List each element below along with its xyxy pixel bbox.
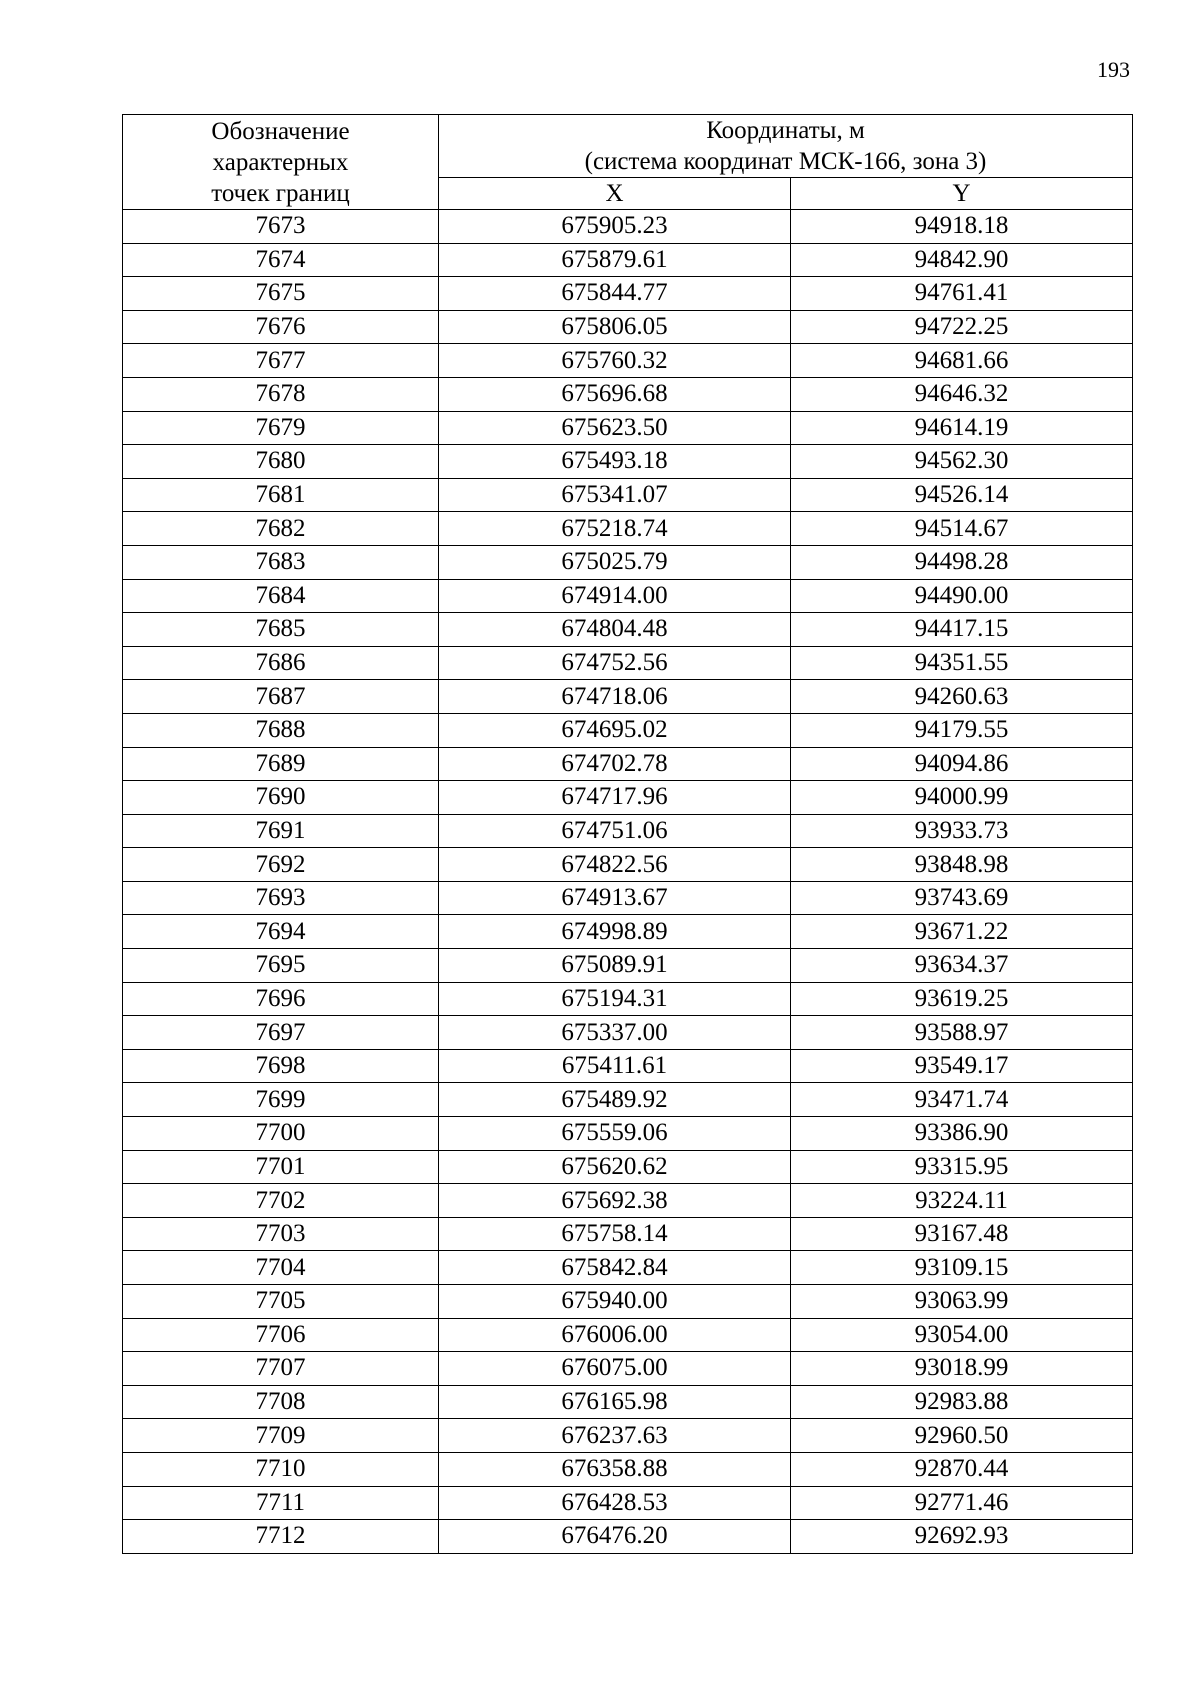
y-coordinate-cell: 93671.22 xyxy=(791,915,1133,949)
y-coordinate-cell: 94514.67 xyxy=(791,512,1133,546)
x-coordinate-cell: 674717.96 xyxy=(439,781,791,815)
x-coordinate-cell: 676006.00 xyxy=(439,1318,791,1352)
point-cell: 7680 xyxy=(123,445,439,479)
y-coordinate-cell: 94681.66 xyxy=(791,344,1133,378)
table-row xyxy=(123,1352,1133,1386)
table-row xyxy=(123,949,1133,983)
x-coordinate-cell: 674695.02 xyxy=(439,713,791,747)
x-coordinate-cell: 675696.68 xyxy=(439,377,791,411)
point-cell: 7674 xyxy=(123,243,439,277)
table-row xyxy=(123,781,1133,815)
x-coordinate-cell: 675218.74 xyxy=(439,512,791,546)
x-coordinate-cell: 675844.77 xyxy=(439,277,791,311)
table-row xyxy=(123,915,1133,949)
table-row xyxy=(123,1217,1133,1251)
table-row xyxy=(123,646,1133,680)
y-coordinate-cell: 92870.44 xyxy=(791,1452,1133,1486)
coords-header-line-1: Координаты, м xyxy=(706,117,865,144)
y-coordinate-cell: 94094.86 xyxy=(791,747,1133,781)
x-coordinate-cell: 676358.88 xyxy=(439,1452,791,1486)
x-coordinate-cell: 676237.63 xyxy=(439,1419,791,1453)
x-coordinate-cell: 674752.56 xyxy=(439,646,791,680)
x-coordinate-cell: 675620.62 xyxy=(439,1150,791,1184)
point-cell: 7711 xyxy=(123,1486,439,1520)
point-cell: 7677 xyxy=(123,344,439,378)
x-coordinate-cell: 674751.06 xyxy=(439,814,791,848)
point-cell: 7689 xyxy=(123,747,439,781)
y-column-header: Y xyxy=(791,178,1133,210)
point-cell: 7712 xyxy=(123,1520,439,1554)
table-row xyxy=(123,545,1133,579)
table-row xyxy=(123,680,1133,714)
point-cell: 7696 xyxy=(123,982,439,1016)
y-coordinate-cell: 93109.15 xyxy=(791,1251,1133,1285)
table-row xyxy=(123,1385,1133,1419)
x-coordinate-cell: 675842.84 xyxy=(439,1251,791,1285)
y-coordinate-cell: 93634.37 xyxy=(791,949,1133,983)
y-coordinate-cell: 93848.98 xyxy=(791,848,1133,882)
y-coordinate-cell: 92983.88 xyxy=(791,1385,1133,1419)
y-coordinate-cell: 94498.28 xyxy=(791,545,1133,579)
x-coordinate-cell: 674822.56 xyxy=(439,848,791,882)
y-coordinate-cell: 94646.32 xyxy=(791,377,1133,411)
point-cell: 7688 xyxy=(123,713,439,747)
x-coordinate-cell: 674914.00 xyxy=(439,579,791,613)
y-coordinate-cell: 93054.00 xyxy=(791,1318,1133,1352)
y-coordinate-cell: 94614.19 xyxy=(791,411,1133,445)
x-coordinate-cell: 674998.89 xyxy=(439,915,791,949)
x-coordinate-cell: 676075.00 xyxy=(439,1352,791,1386)
point-cell: 7683 xyxy=(123,545,439,579)
point-cell: 7706 xyxy=(123,1318,439,1352)
y-coordinate-cell: 94179.55 xyxy=(791,713,1133,747)
point-cell: 7691 xyxy=(123,814,439,848)
table-row xyxy=(123,1117,1133,1151)
table-row xyxy=(123,411,1133,445)
y-coordinate-cell: 94490.00 xyxy=(791,579,1133,613)
point-cell: 7708 xyxy=(123,1385,439,1419)
table-row xyxy=(123,1520,1133,1554)
x-coordinate-cell: 675194.31 xyxy=(439,982,791,1016)
x-coordinate-cell: 675493.18 xyxy=(439,445,791,479)
table-row xyxy=(123,1150,1133,1184)
y-coordinate-cell: 94761.41 xyxy=(791,277,1133,311)
point-cell: 7701 xyxy=(123,1150,439,1184)
y-coordinate-cell: 93167.48 xyxy=(791,1217,1133,1251)
x-coordinate-cell: 674804.48 xyxy=(439,613,791,647)
point-cell: 7695 xyxy=(123,949,439,983)
point-cell: 7694 xyxy=(123,915,439,949)
y-coordinate-cell: 93224.11 xyxy=(791,1184,1133,1218)
point-cell: 7675 xyxy=(123,277,439,311)
x-coordinate-cell: 675879.61 xyxy=(439,243,791,277)
point-designation-header xyxy=(123,115,439,210)
table-row xyxy=(123,1184,1133,1218)
x-coordinate-cell: 675692.38 xyxy=(439,1184,791,1218)
x-coordinate-cell: 675341.07 xyxy=(439,478,791,512)
y-coordinate-cell: 93549.17 xyxy=(791,1049,1133,1083)
y-coordinate-cell: 93315.95 xyxy=(791,1150,1133,1184)
x-coordinate-cell: 676165.98 xyxy=(439,1385,791,1419)
point-header-line-1: Обозначение xyxy=(211,117,350,145)
coords-header-line-2: (система координат МСК-166, зона 3) xyxy=(584,148,987,175)
table-row xyxy=(123,613,1133,647)
y-coordinate-cell: 93063.99 xyxy=(791,1285,1133,1319)
table-row xyxy=(123,848,1133,882)
point-cell: 7690 xyxy=(123,781,439,815)
x-coordinate-cell: 675089.91 xyxy=(439,949,791,983)
x-coordinate-cell: 675411.61 xyxy=(439,1049,791,1083)
y-coordinate-cell: 94562.30 xyxy=(791,445,1133,479)
coordinates-header xyxy=(439,115,1133,178)
x-coordinate-cell: 675337.00 xyxy=(439,1016,791,1050)
y-coordinate-cell: 94351.55 xyxy=(791,646,1133,680)
point-cell: 7700 xyxy=(123,1117,439,1151)
table-row xyxy=(123,1452,1133,1486)
y-coordinate-cell: 94260.63 xyxy=(791,680,1133,714)
point-cell: 7682 xyxy=(123,512,439,546)
y-coordinate-cell: 94000.99 xyxy=(791,781,1133,815)
point-cell: 7686 xyxy=(123,646,439,680)
page-number: 193 xyxy=(1097,57,1130,82)
table-row xyxy=(123,377,1133,411)
point-cell: 7698 xyxy=(123,1049,439,1083)
point-cell: 7684 xyxy=(123,579,439,613)
y-coordinate-cell: 94722.25 xyxy=(791,310,1133,344)
point-cell: 7703 xyxy=(123,1217,439,1251)
y-coordinate-cell: 93619.25 xyxy=(791,982,1133,1016)
point-header-line-3: точек границ xyxy=(211,179,350,207)
point-cell: 7705 xyxy=(123,1285,439,1319)
y-coordinate-cell: 93588.97 xyxy=(791,1016,1133,1050)
point-cell: 7687 xyxy=(123,680,439,714)
table-row xyxy=(123,1049,1133,1083)
table-row xyxy=(123,1251,1133,1285)
table-header xyxy=(123,115,1133,210)
x-coordinate-cell: 675025.79 xyxy=(439,545,791,579)
table-row xyxy=(123,982,1133,1016)
table-row xyxy=(123,243,1133,277)
table-row xyxy=(123,881,1133,915)
y-coordinate-cell: 92771.46 xyxy=(791,1486,1133,1520)
table-row xyxy=(123,1285,1133,1319)
point-cell: 7681 xyxy=(123,478,439,512)
table-row xyxy=(123,512,1133,546)
x-coordinate-cell: 675940.00 xyxy=(439,1285,791,1319)
point-cell: 7707 xyxy=(123,1352,439,1386)
table-row xyxy=(123,478,1133,512)
table-row xyxy=(123,344,1133,378)
table-row xyxy=(123,747,1133,781)
point-cell: 7692 xyxy=(123,848,439,882)
point-cell: 7673 xyxy=(123,210,439,244)
x-coordinate-cell: 675758.14 xyxy=(439,1217,791,1251)
table-row xyxy=(123,210,1133,244)
point-header-line-2: характерных xyxy=(212,148,349,176)
y-coordinate-cell: 92692.93 xyxy=(791,1520,1133,1554)
y-coordinate-cell: 94417.15 xyxy=(791,613,1133,647)
point-cell: 7710 xyxy=(123,1452,439,1486)
x-coordinate-cell: 675623.50 xyxy=(439,411,791,445)
y-coordinate-cell: 94526.14 xyxy=(791,478,1133,512)
table-row xyxy=(123,1318,1133,1352)
point-cell: 7709 xyxy=(123,1419,439,1453)
y-coordinate-cell: 94918.18 xyxy=(791,210,1133,244)
x-column-header: X xyxy=(439,178,791,210)
y-coordinate-cell: 93743.69 xyxy=(791,881,1133,915)
x-coordinate-cell: 675559.06 xyxy=(439,1117,791,1151)
table-body xyxy=(123,210,1133,1554)
point-cell: 7702 xyxy=(123,1184,439,1218)
x-coordinate-cell: 674702.78 xyxy=(439,747,791,781)
table-row xyxy=(123,579,1133,613)
point-cell: 7679 xyxy=(123,411,439,445)
table-row xyxy=(123,445,1133,479)
y-coordinate-cell: 93471.74 xyxy=(791,1083,1133,1117)
table-row xyxy=(123,1419,1133,1453)
x-coordinate-cell: 676476.20 xyxy=(439,1520,791,1554)
x-coordinate-cell: 675760.32 xyxy=(439,344,791,378)
point-cell: 7699 xyxy=(123,1083,439,1117)
x-coordinate-cell: 675489.92 xyxy=(439,1083,791,1117)
x-coordinate-cell: 675806.05 xyxy=(439,310,791,344)
table-row xyxy=(123,277,1133,311)
point-cell: 7693 xyxy=(123,881,439,915)
y-coordinate-cell: 93018.99 xyxy=(791,1352,1133,1386)
y-coordinate-cell: 94842.90 xyxy=(791,243,1133,277)
point-cell: 7685 xyxy=(123,613,439,647)
y-coordinate-cell: 92960.50 xyxy=(791,1419,1133,1453)
table-row xyxy=(123,310,1133,344)
x-coordinate-cell: 674718.06 xyxy=(439,680,791,714)
y-coordinate-cell: 93933.73 xyxy=(791,814,1133,848)
x-coordinate-cell: 674913.67 xyxy=(439,881,791,915)
x-coordinate-cell: 675905.23 xyxy=(439,210,791,244)
table-row xyxy=(123,814,1133,848)
y-coordinate-cell: 93386.90 xyxy=(791,1117,1133,1151)
point-cell: 7678 xyxy=(123,377,439,411)
table-row xyxy=(123,1016,1133,1050)
coordinates-table xyxy=(122,114,1133,1554)
x-coordinate-cell: 676428.53 xyxy=(439,1486,791,1520)
point-cell: 7697 xyxy=(123,1016,439,1050)
point-cell: 7704 xyxy=(123,1251,439,1285)
table-row xyxy=(123,1083,1133,1117)
table-row xyxy=(123,713,1133,747)
table-row xyxy=(123,1486,1133,1520)
point-cell: 7676 xyxy=(123,310,439,344)
